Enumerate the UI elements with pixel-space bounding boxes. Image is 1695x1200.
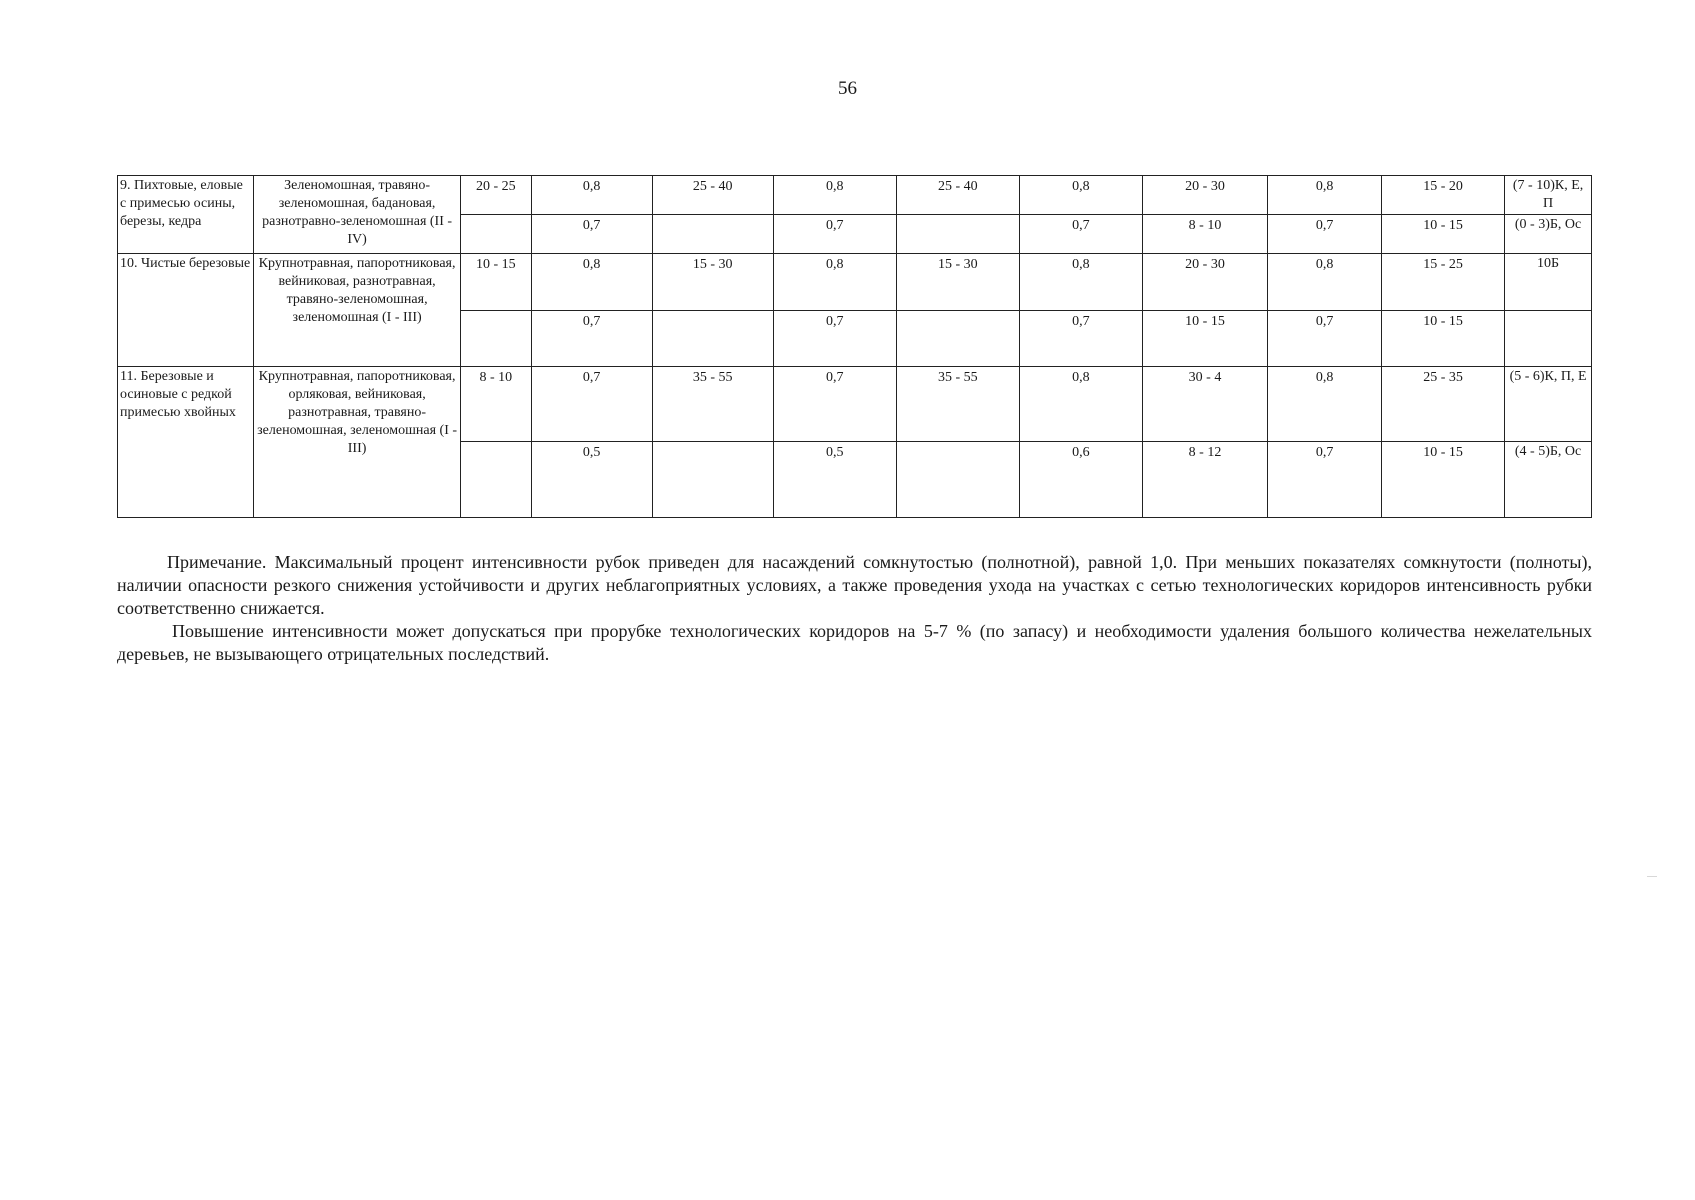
table-cell: 30 - 4 bbox=[1142, 367, 1267, 442]
table-cell: 0,8 bbox=[773, 176, 896, 215]
table-cell: 15 - 30 bbox=[652, 254, 773, 311]
species-group-cell: 10. Чистые березовые bbox=[118, 254, 254, 367]
table-cell: 0,8 bbox=[1019, 367, 1142, 442]
table-cell: 10 - 15 bbox=[1382, 215, 1505, 254]
table-cell bbox=[652, 311, 773, 367]
table-row bbox=[118, 254, 1592, 311]
table-cell: 0,7 bbox=[1268, 311, 1382, 367]
table-cell: 8 - 10 bbox=[461, 367, 532, 442]
table-cell: 0,8 bbox=[1268, 367, 1382, 442]
table-cell: 20 - 25 bbox=[461, 176, 532, 215]
table-cell bbox=[896, 311, 1019, 367]
table-cell: 0,8 bbox=[531, 176, 652, 215]
table-cell: 0,7 bbox=[1268, 215, 1382, 254]
forest-thinning-table bbox=[117, 175, 1592, 518]
table-row bbox=[118, 367, 1592, 442]
table-cell: 10 - 15 bbox=[1382, 311, 1505, 367]
note-paragraph-second: Повышение интенсивности может допускаться при прорубке технологических коридоров на 5-7 % (по запасу) и необходимости удаления большого количества нежелательных деревьев, не вызывающего отрицательных последствий. bbox=[117, 621, 1592, 664]
table-cell: 10 - 15 bbox=[461, 254, 532, 311]
table-cell bbox=[652, 215, 773, 254]
table-cell: 0,8 bbox=[1268, 176, 1382, 215]
forest-type-cell: Крупнотравная, папоротниковая, орляковая, вейниковая, разнотравная, травяно-зеленомошная, зеленомошная (I - III) bbox=[254, 367, 461, 518]
table-cell: 0,7 bbox=[773, 311, 896, 367]
table-cell: 0,8 bbox=[1019, 176, 1142, 215]
composition-cell bbox=[1505, 311, 1592, 367]
species-group-cell: 9. Пихтовые, еловые с примесью осины, березы, кедра bbox=[118, 176, 254, 254]
table-cell: 10 - 15 bbox=[1142, 311, 1267, 367]
table-cell: 10 - 15 bbox=[1382, 442, 1505, 518]
table-cell bbox=[896, 442, 1019, 518]
composition-cell: (7 - 10)К, Е, П bbox=[1505, 176, 1592, 215]
composition-cell: (0 - 3)Б, Ос bbox=[1505, 215, 1592, 254]
composition-cell: (4 - 5)Б, Ос bbox=[1505, 442, 1592, 518]
table-cell: 20 - 30 bbox=[1142, 254, 1267, 311]
table-cell: 15 - 25 bbox=[1382, 254, 1505, 311]
table-cell: 0,8 bbox=[1268, 254, 1382, 311]
table-cell: 8 - 10 bbox=[1142, 215, 1267, 254]
note-paragraph: Примечание. Максимальный процент интенсивности рубок приведен для насаждений сомкнутостью (полнотной), равной 1,0. При меньших показателях сомкнутости (полноты), наличии опасности резкого снижения устойчивости и других неблагоприятных условиях, а также проведения ухода на участках с сетью технологических коридоров интенсивность рубки соответственно снижается. bbox=[117, 552, 1592, 618]
table-cell: 0,7 bbox=[1268, 442, 1382, 518]
table-cell: 35 - 55 bbox=[896, 367, 1019, 442]
table-cell: 0,7 bbox=[773, 367, 896, 442]
scan-artifact bbox=[1647, 876, 1657, 877]
composition-cell: 10Б bbox=[1505, 254, 1592, 311]
table-cell: 0,7 bbox=[1019, 215, 1142, 254]
table-row bbox=[118, 176, 1592, 215]
table-cell: 35 - 55 bbox=[652, 367, 773, 442]
table-cell: 20 - 30 bbox=[1142, 176, 1267, 215]
table-cell: 0,5 bbox=[773, 442, 896, 518]
table-cell bbox=[461, 215, 532, 254]
table-cell: 0,5 bbox=[531, 442, 652, 518]
table-cell: 0,7 bbox=[531, 311, 652, 367]
table-cell: 0,8 bbox=[1019, 254, 1142, 311]
table-cell: 25 - 40 bbox=[652, 176, 773, 215]
table-cell: 0,6 bbox=[1019, 442, 1142, 518]
table-cell: 0,7 bbox=[531, 367, 652, 442]
table-cell: 25 - 35 bbox=[1382, 367, 1505, 442]
table-cell: 25 - 40 bbox=[896, 176, 1019, 215]
composition-cell: (5 - 6)К, П, Е bbox=[1505, 367, 1592, 442]
table-cell: 0,7 bbox=[1019, 311, 1142, 367]
table-cell bbox=[652, 442, 773, 518]
table-cell bbox=[461, 442, 532, 518]
table-cell: 8 - 12 bbox=[1142, 442, 1267, 518]
table-cell bbox=[896, 215, 1019, 254]
table-cell: 0,8 bbox=[531, 254, 652, 311]
forest-type-cell: Крупнотравная, папоротниковая, вейниковая, разнотравная, травяно-зеленомошная, зеленомошная (I - III) bbox=[254, 254, 461, 367]
table-cell: 0,8 bbox=[773, 254, 896, 311]
forest-type-cell: Зеленомошная, травяно-зеленомошная, бадановая, разнотравно-зеленомошная (II - IV) bbox=[254, 176, 461, 254]
table-cell: 0,7 bbox=[773, 215, 896, 254]
page-number: 56 bbox=[838, 78, 857, 99]
table-cell: 15 - 30 bbox=[896, 254, 1019, 311]
table-cell: 0,7 bbox=[531, 215, 652, 254]
species-group-cell: 11. Березовые и осиновые с редкой примесью хвойных bbox=[118, 367, 254, 518]
table-cell bbox=[461, 311, 532, 367]
table-cell: 15 - 20 bbox=[1382, 176, 1505, 215]
